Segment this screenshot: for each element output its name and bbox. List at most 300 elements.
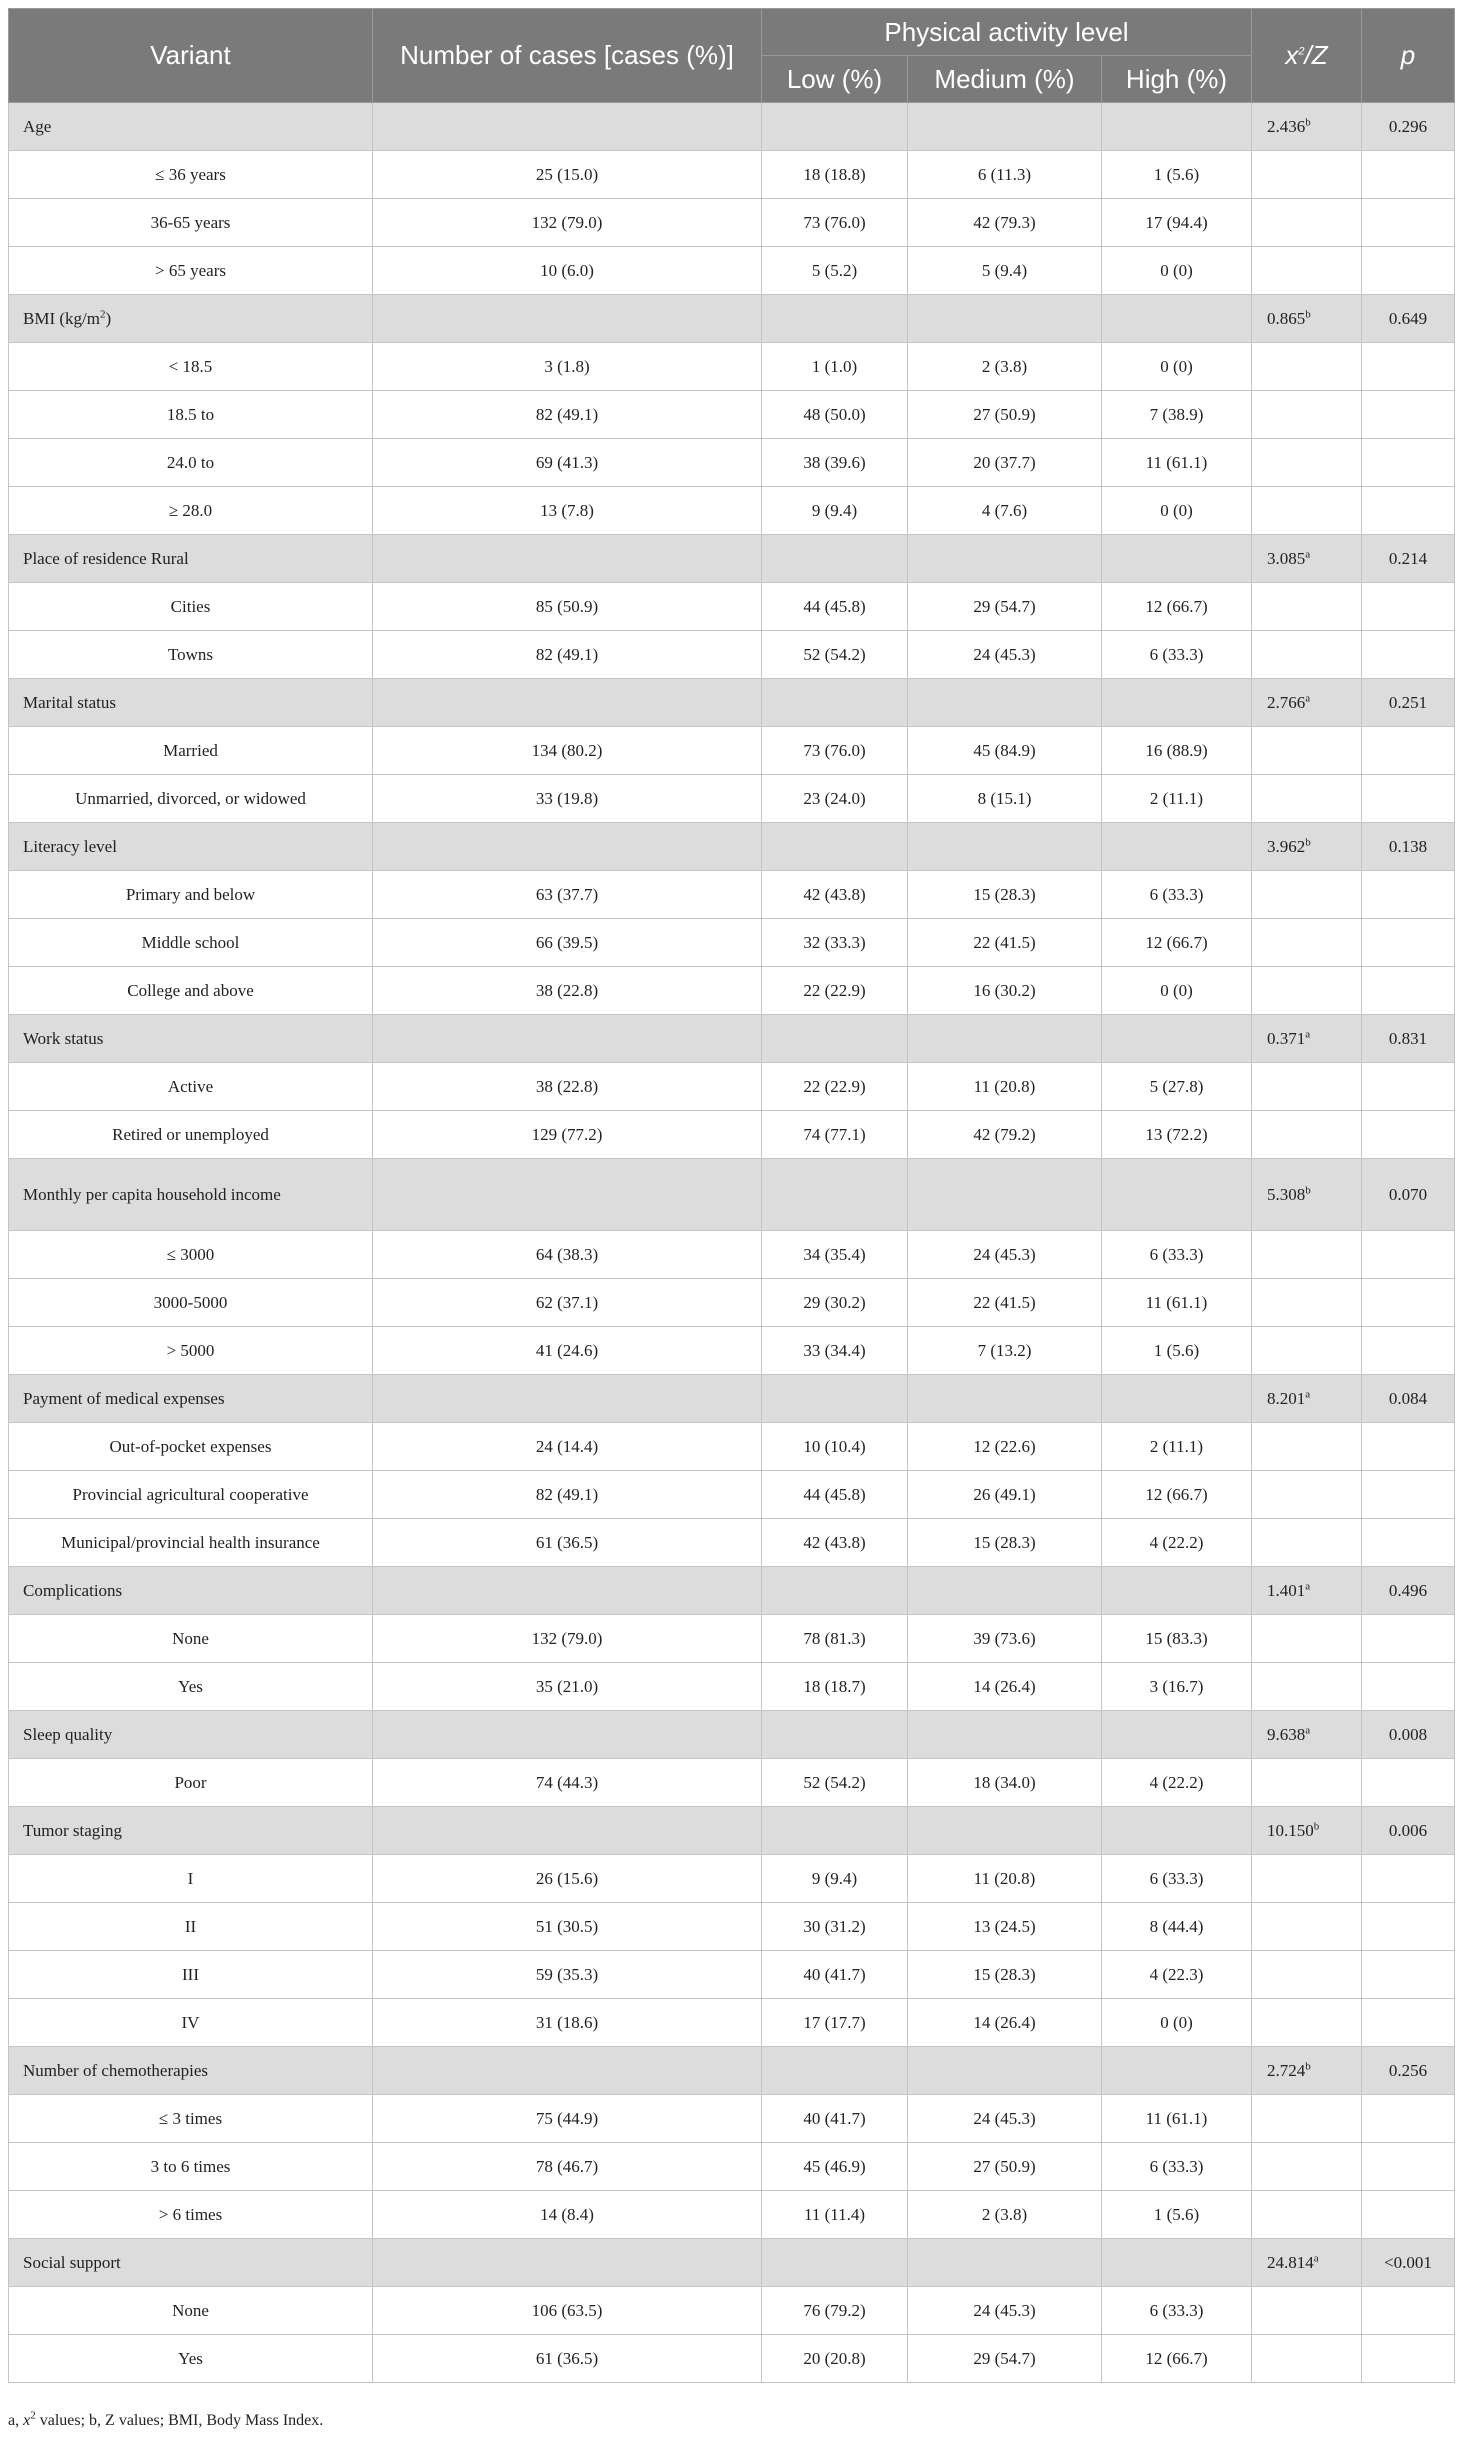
row-label: < 18.5 [9,343,373,391]
row-low: 1 (1.0) [762,343,908,391]
row-medium: 15 (28.3) [908,1951,1102,1999]
row-empty-p [1362,1279,1455,1327]
group-empty-cell [762,679,908,727]
row-empty-p [1362,1855,1455,1903]
row-empty-p [1362,1999,1455,2047]
group-label-text: Sleep quality [23,1724,113,1744]
row-high: 0 (0) [1102,967,1252,1015]
table-container [8,8,1454,2383]
row-empty-p [1362,439,1455,487]
group-label [9,2239,373,2287]
row-cases: 26 (15.6) [373,1855,762,1903]
row-empty-stat [1252,1471,1362,1519]
row-empty-p [1362,1111,1455,1159]
group-empty-cell [1102,2047,1252,2095]
table-row [9,1231,1455,1279]
table-row [9,967,1455,1015]
row-empty-stat [1252,1759,1362,1807]
row-low: 48 (50.0) [762,391,908,439]
row-low: 78 (81.3) [762,1615,908,1663]
row-medium: 8 (15.1) [908,775,1102,823]
table-row [9,1855,1455,1903]
group-empty-cell [373,679,762,727]
row-label: Unmarried, divorced, or widowed [9,775,373,823]
row-high: 4 (22.2) [1102,1519,1252,1567]
row-label: III [9,1951,373,1999]
row-cases: 14 (8.4) [373,2191,762,2239]
group-statistic-sup: b [1305,835,1311,848]
group-empty-cell [1102,1567,1252,1615]
row-high: 11 (61.1) [1102,439,1252,487]
group-p-value: 0.006 [1362,1807,1455,1855]
row-low: 32 (33.3) [762,919,908,967]
row-high: 12 (66.7) [1102,919,1252,967]
group-statistic-sup: b [1305,307,1311,320]
group-statistic [1252,535,1362,583]
group-empty-cell [373,1015,762,1063]
group-statistic [1252,823,1362,871]
row-high: 13 (72.2) [1102,1111,1252,1159]
group-label-text: Complications [23,1580,123,1600]
row-medium: 2 (3.8) [908,343,1102,391]
row-medium: 13 (24.5) [908,1903,1102,1951]
header-physical-activity: Physical activity level [762,9,1252,56]
row-low: 29 (30.2) [762,1279,908,1327]
row-empty-p [1362,1759,1455,1807]
row-high: 12 (66.7) [1102,583,1252,631]
row-high: 1 (5.6) [1102,2191,1252,2239]
row-empty-stat [1252,2287,1362,2335]
row-empty-stat [1252,775,1362,823]
row-empty-p [1362,775,1455,823]
group-empty-cell [908,1711,1102,1759]
row-empty-p [1362,2143,1455,2191]
row-low: 9 (9.4) [762,1855,908,1903]
row-medium: 11 (20.8) [908,1855,1102,1903]
table-row [9,727,1455,775]
row-low: 18 (18.8) [762,151,908,199]
group-label [9,295,373,343]
group-header-row [9,1567,1455,1615]
row-high: 6 (33.3) [1102,871,1252,919]
row-high: 11 (61.1) [1102,1279,1252,1327]
table-row [9,871,1455,919]
table-footnote [8,2409,324,2430]
group-empty-cell [762,295,908,343]
row-medium: 29 (54.7) [908,2335,1102,2383]
row-empty-stat [1252,1231,1362,1279]
row-empty-p [1362,343,1455,391]
row-label: Municipal/provincial health insurance [9,1519,373,1567]
group-empty-cell [373,295,762,343]
row-low: 10 (10.4) [762,1423,908,1471]
group-empty-cell [373,2239,762,2287]
table-row [9,1327,1455,1375]
row-high: 11 (61.1) [1102,2095,1252,2143]
row-low: 38 (39.6) [762,439,908,487]
row-medium: 42 (79.3) [908,199,1102,247]
row-cases: 106 (63.5) [373,2287,762,2335]
row-high: 15 (83.3) [1102,1615,1252,1663]
row-medium: 22 (41.5) [908,919,1102,967]
row-empty-p [1362,1519,1455,1567]
group-label [9,1375,373,1423]
group-empty-cell [373,1375,762,1423]
row-low: 44 (45.8) [762,1471,908,1519]
group-empty-cell [762,1015,908,1063]
group-statistic-sup: b [1313,1819,1320,1832]
table-row [9,1999,1455,2047]
row-medium: 12 (22.6) [908,1423,1102,1471]
table-row [9,1903,1455,1951]
row-medium: 5 (9.4) [908,247,1102,295]
row-low: 73 (76.0) [762,199,908,247]
row-empty-stat [1252,1063,1362,1111]
group-statistic [1252,1807,1362,1855]
group-statistic [1252,1567,1362,1615]
row-label: Active [9,1063,373,1111]
row-high: 6 (33.3) [1102,2287,1252,2335]
table-row [9,2143,1455,2191]
row-cases: 41 (24.6) [373,1327,762,1375]
row-medium: 26 (49.1) [908,1471,1102,1519]
table-row [9,919,1455,967]
group-statistic [1252,1375,1362,1423]
row-empty-p [1362,1903,1455,1951]
row-medium: 22 (41.5) [908,1279,1102,1327]
row-empty-p [1362,2287,1455,2335]
row-low: 22 (22.9) [762,967,908,1015]
row-low: 74 (77.1) [762,1111,908,1159]
row-empty-p [1362,919,1455,967]
group-empty-cell [373,1711,762,1759]
group-statistic [1252,2047,1362,2095]
row-cases: 38 (22.8) [373,1063,762,1111]
row-low: 52 (54.2) [762,1759,908,1807]
row-empty-p [1362,1663,1455,1711]
group-empty-cell [908,2047,1102,2095]
row-medium: 16 (30.2) [908,967,1102,1015]
row-empty-stat [1252,1111,1362,1159]
header-statistic-rest: /Z [1304,40,1328,70]
group-empty-cell [373,1159,762,1231]
header-medium: Medium (%) [908,56,1102,103]
row-empty-stat [1252,871,1362,919]
group-statistic-sup: a [1313,2251,1319,2264]
group-p-value: 0.649 [1362,295,1455,343]
group-empty-cell [908,1159,1102,1231]
row-empty-stat [1252,2335,1362,2383]
row-medium: 20 (37.7) [908,439,1102,487]
group-empty-cell [908,1567,1102,1615]
group-label-text: BMI (kg/m [23,308,100,328]
table-row [9,775,1455,823]
group-label-text: Marital status [23,692,117,712]
row-low: 42 (43.8) [762,1519,908,1567]
row-cases: 51 (30.5) [373,1903,762,1951]
header-p: p [1362,9,1455,103]
group-label [9,1711,373,1759]
group-empty-cell [908,1015,1102,1063]
row-empty-stat [1252,2143,1362,2191]
row-label: Poor [9,1759,373,1807]
group-empty-cell [1102,1159,1252,1231]
row-empty-stat [1252,967,1362,1015]
row-cases: 82 (49.1) [373,631,762,679]
row-cases: 74 (44.3) [373,1759,762,1807]
group-header-row [9,295,1455,343]
group-empty-cell [762,1567,908,1615]
table-row [9,151,1455,199]
group-empty-cell [762,1159,908,1231]
row-low: 30 (31.2) [762,1903,908,1951]
table-row [9,1063,1455,1111]
table-header [9,9,1455,103]
row-low: 34 (35.4) [762,1231,908,1279]
group-empty-cell [1102,679,1252,727]
table-row [9,1951,1455,1999]
group-empty-cell [762,1375,908,1423]
group-label-text: Number of chemotherapies [23,2060,209,2080]
group-label [9,1015,373,1063]
group-statistic-value: 0.371 [1267,1028,1306,1048]
group-statistic [1252,2239,1362,2287]
row-medium: 24 (45.3) [908,1231,1102,1279]
row-empty-p [1362,1327,1455,1375]
row-empty-p [1362,967,1455,1015]
row-label: Yes [9,2335,373,2383]
row-high: 0 (0) [1102,343,1252,391]
group-empty-cell [1102,295,1252,343]
row-high: 7 (38.9) [1102,391,1252,439]
group-empty-cell [1102,823,1252,871]
row-high: 5 (27.8) [1102,1063,1252,1111]
table-row [9,1111,1455,1159]
row-low: 23 (24.0) [762,775,908,823]
group-statistic-sup: a [1305,1027,1311,1040]
row-empty-p [1362,199,1455,247]
group-header-row [9,1807,1455,1855]
group-label-text: Tumor staging [23,1820,123,1840]
group-statistic [1252,295,1362,343]
table-row [9,1279,1455,1327]
table-row [9,1663,1455,1711]
row-label: Yes [9,1663,373,1711]
group-label [9,1567,373,1615]
row-low: 40 (41.7) [762,1951,908,1999]
group-label [9,103,373,151]
row-medium: 6 (11.3) [908,151,1102,199]
row-high: 2 (11.1) [1102,1423,1252,1471]
row-high: 16 (88.9) [1102,727,1252,775]
row-empty-p [1362,1951,1455,1999]
row-medium: 24 (45.3) [908,631,1102,679]
row-high: 6 (33.3) [1102,2143,1252,2191]
row-label: Towns [9,631,373,679]
group-empty-cell [1102,535,1252,583]
row-cases: 59 (35.3) [373,1951,762,1999]
row-label: Middle school [9,919,373,967]
row-label: > 5000 [9,1327,373,1375]
table-row [9,1471,1455,1519]
row-cases: 82 (49.1) [373,1471,762,1519]
row-label: Married [9,727,373,775]
group-label-text: Work status [23,1028,104,1048]
row-medium: 7 (13.2) [908,1327,1102,1375]
table-row [9,487,1455,535]
row-label: Primary and below [9,871,373,919]
group-statistic-value: 2.724 [1267,2060,1306,2080]
group-empty-cell [762,1807,908,1855]
group-empty-cell [1102,1015,1252,1063]
group-label-text: Social support [23,2252,121,2272]
table-row [9,199,1455,247]
row-high: 4 (22.2) [1102,1759,1252,1807]
row-empty-stat [1252,1903,1362,1951]
group-label [9,1159,373,1231]
table-row [9,583,1455,631]
row-empty-stat [1252,1951,1362,1999]
group-statistic-value: 5.308 [1267,1184,1306,1204]
row-high: 17 (94.4) [1102,199,1252,247]
row-medium: 2 (3.8) [908,2191,1102,2239]
group-label-after: ) [105,308,112,328]
group-header-row [9,2047,1455,2095]
row-high: 8 (44.4) [1102,1903,1252,1951]
row-empty-p [1362,1615,1455,1663]
row-medium: 15 (28.3) [908,871,1102,919]
footnote-pre: a, [8,2412,24,2429]
group-header-row [9,679,1455,727]
row-cases: 25 (15.0) [373,151,762,199]
table-row [9,2191,1455,2239]
group-label-text: Literacy level [23,836,117,856]
row-medium: 24 (45.3) [908,2095,1102,2143]
group-label-text: Place of residence Rural [23,548,189,568]
group-empty-cell [1102,2239,1252,2287]
group-p-value: 0.214 [1362,535,1455,583]
group-header-row [9,1375,1455,1423]
row-empty-p [1362,2335,1455,2383]
row-empty-p [1362,727,1455,775]
row-empty-stat [1252,391,1362,439]
group-empty-cell [373,1807,762,1855]
group-header-row [9,535,1455,583]
group-statistic-value: 10.150 [1267,1820,1314,1840]
row-empty-p [1362,247,1455,295]
row-label: > 65 years [9,247,373,295]
row-cases: 38 (22.8) [373,967,762,1015]
row-label: Provincial agricultural cooperative [9,1471,373,1519]
group-statistic-value: 24.814 [1267,2252,1314,2272]
row-medium: 42 (79.2) [908,1111,1102,1159]
row-cases: 35 (21.0) [373,1663,762,1711]
group-empty-cell [1102,103,1252,151]
header-low: Low (%) [762,56,908,103]
row-empty-p [1362,1063,1455,1111]
group-header-row [9,2239,1455,2287]
row-medium: 29 (54.7) [908,583,1102,631]
row-empty-stat [1252,439,1362,487]
row-medium: 15 (28.3) [908,1519,1102,1567]
group-header-row [9,823,1455,871]
row-label: Retired or unemployed [9,1111,373,1159]
row-high: 6 (33.3) [1102,1231,1252,1279]
group-empty-cell [908,823,1102,871]
row-high: 3 (16.7) [1102,1663,1252,1711]
row-label: 18.5 to [9,391,373,439]
group-p-value: 0.296 [1362,103,1455,151]
group-statistic-value: 3.085 [1267,548,1306,568]
group-statistic-sup: a [1305,1579,1311,1592]
row-empty-stat [1252,727,1362,775]
row-label: 3000-5000 [9,1279,373,1327]
row-empty-stat [1252,1423,1362,1471]
table-row [9,247,1455,295]
row-empty-p [1362,631,1455,679]
group-statistic-sup: a [1305,1723,1311,1736]
header-high: High (%) [1102,56,1252,103]
group-empty-cell [1102,1375,1252,1423]
row-label: ≥ 28.0 [9,487,373,535]
group-statistic-value: 2.766 [1267,692,1306,712]
row-label: Cities [9,583,373,631]
row-empty-p [1362,2095,1455,2143]
group-statistic-sup: b [1305,1183,1311,1196]
row-low: 52 (54.2) [762,631,908,679]
row-label: I [9,1855,373,1903]
row-low: 76 (79.2) [762,2287,908,2335]
row-cases: 132 (79.0) [373,199,762,247]
header-cases: Number of cases [cases (%)] [373,9,762,103]
row-cases: 66 (39.5) [373,919,762,967]
row-cases: 129 (77.2) [373,1111,762,1159]
row-medium: 27 (50.9) [908,2143,1102,2191]
group-p-value: <0.001 [1362,2239,1455,2287]
row-label: > 6 times [9,2191,373,2239]
row-empty-stat [1252,151,1362,199]
row-high: 1 (5.6) [1102,1327,1252,1375]
group-p-value: 0.070 [1362,1159,1455,1231]
row-label: None [9,2287,373,2335]
row-empty-stat [1252,631,1362,679]
group-statistic [1252,103,1362,151]
footnote-x: x [23,2412,31,2429]
group-statistic-sup: b [1305,115,1311,128]
row-cases: 75 (44.9) [373,2095,762,2143]
row-cases: 61 (36.5) [373,1519,762,1567]
group-empty-cell [762,535,908,583]
row-empty-p [1362,2191,1455,2239]
row-label: College and above [9,967,373,1015]
row-label: None [9,1615,373,1663]
table-row [9,343,1455,391]
group-label-sup: 2 [99,307,106,320]
row-empty-stat [1252,2095,1362,2143]
row-empty-stat [1252,1615,1362,1663]
row-low: 44 (45.8) [762,583,908,631]
group-empty-cell [908,1807,1102,1855]
row-high: 2 (11.1) [1102,775,1252,823]
group-empty-cell [762,2239,908,2287]
row-empty-stat [1252,2191,1362,2239]
group-empty-cell [762,1711,908,1759]
row-cases: 82 (49.1) [373,391,762,439]
table-row [9,2095,1455,2143]
group-statistic-value: 1.401 [1267,1580,1306,1600]
row-medium: 45 (84.9) [908,727,1102,775]
row-low: 45 (46.9) [762,2143,908,2191]
